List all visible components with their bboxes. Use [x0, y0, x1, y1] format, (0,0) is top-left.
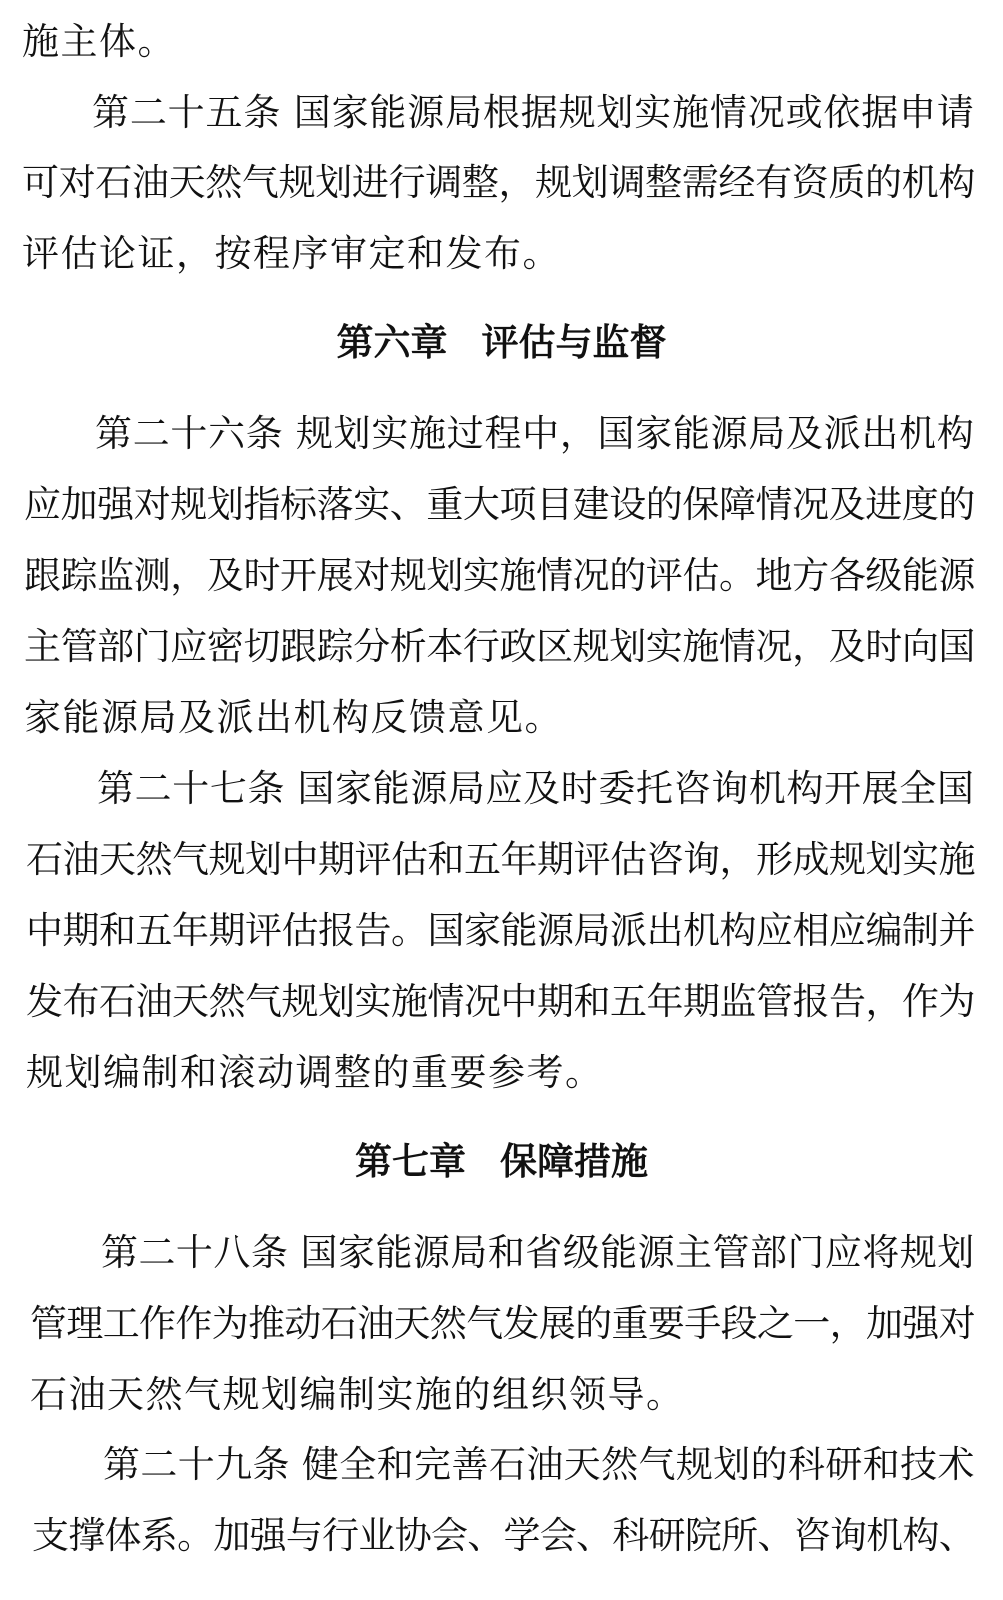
text-line: 家能源局及派出机构反馈意见。 — [24, 696, 563, 739]
article-27-line: 第二十七条 国家能源局应及时委托咨询机构开展全国 — [97, 767, 975, 810]
text-line: 跟踪监测，及时开展对规划实施情况的评估。地方各级能源 — [24, 554, 975, 597]
chapter-7-heading — [0, 1138, 1003, 1186]
text-line: 施主体。 — [22, 20, 176, 63]
chapter-6-heading — [0, 319, 1003, 367]
article-25-line: 第二十五条 国家能源局根据规划实施情况或依据申请 — [92, 91, 975, 134]
article-26-line: 第二十六条 规划实施过程中，国家能源局及派出机构 — [95, 412, 975, 455]
text-line: 发布石油天然气规划实施情况中期和五年期监管报告，作为 — [26, 980, 975, 1023]
text-line: 应加强对规划指标落实、重大项目建设的保障情况及进度的 — [24, 483, 975, 526]
text-line: 支撑体系。加强与行业协会、学会、科研院所、咨询机构、 — [32, 1514, 975, 1557]
text-line: 主管部门应密切跟踪分析本行政区规划实施情况，及时向国 — [24, 625, 975, 668]
text-line: 规划编制和滚动调整的重要参考。 — [26, 1051, 604, 1094]
chapter-6-title: 评估与监督 — [481, 321, 667, 364]
article-29-line: 第二十九条 健全和完善石油天然气规划的科研和技术 — [103, 1443, 975, 1486]
text-line: 评估论证，按程序审定和发布。 — [22, 232, 561, 275]
chapter-7-number: 第七章 — [355, 1140, 466, 1183]
article-28-line: 第二十八条 国家能源局和省级能源主管部门应将规划 — [101, 1231, 975, 1274]
text-line: 可对石油天然气规划进行调整，规划调整需经有资质的机构 — [22, 161, 975, 204]
text-line: 管理工作作为推动石油天然气发展的重要手段之一，加强对 — [30, 1302, 975, 1345]
text-line: 石油天然气规划编制实施的组织领导。 — [30, 1373, 685, 1416]
text-line: 石油天然气规划中期评估和五年期评估咨询，形成规划实施 — [26, 838, 975, 881]
chapter-7-title: 保障措施 — [500, 1140, 648, 1183]
text-line: 中期和五年期评估报告。国家能源局派出机构应相应编制并 — [26, 909, 975, 952]
chapter-6-number: 第六章 — [336, 321, 448, 364]
